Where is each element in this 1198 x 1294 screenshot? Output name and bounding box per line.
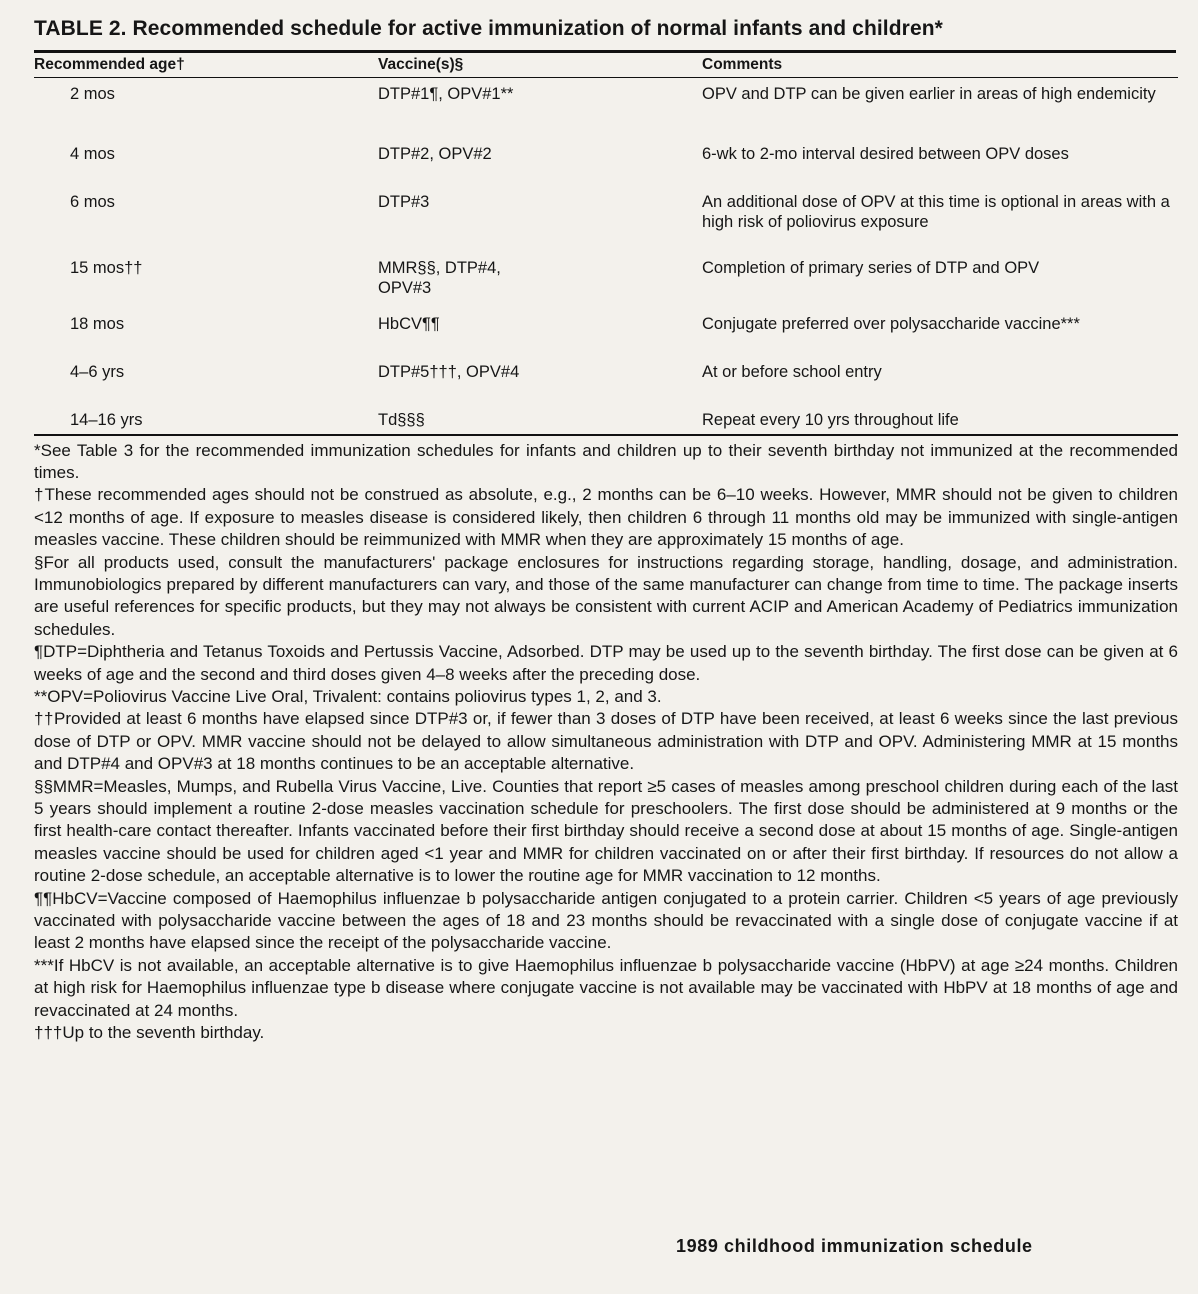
table-row	[34, 362, 1178, 410]
footnote: †††Up to the seventh birthday.	[34, 1023, 265, 1043]
vaccine-cell: HbCV¶¶	[378, 314, 440, 333]
table-row	[34, 78, 1178, 144]
table-header-row	[34, 53, 1178, 78]
footnote: **OPV=Poliovirus Vaccine Live Oral, Trivalent: contains poliovirus types 1, 2, and 3.	[34, 686, 662, 706]
footnote: ¶¶HbCV=Vaccine composed of Haemophilus influenzae b polysaccharide antigen conjugated to a protein carrier. Children <5 years of age previously vaccinated with polysaccharide vaccine between the ages of 18 and 23 months should be revaccinated with a single dose of conjugate vaccine if at least 2 months have elapsed since the receipt of the polysaccharide vaccine.	[34, 888, 1178, 953]
table-row	[34, 192, 1178, 258]
age-cell: 4 mos	[70, 144, 115, 163]
footnote: §§MMR=Measles, Mumps, and Rubella Virus Vaccine, Live. Counties that report ≥5 cases of measles among preschool children during each of the last 5 years should implement a routine 2-dose measles vaccination schedule for preschoolers. The first dose should be administered at 9 months or the first health-care contact thereafter. Infants vaccinated before their first birthday should receive a second dose at about 15 months of age. Single-antigen measles vaccine should be used for children aged <1 year and MMR for children vaccinated on or after their first birthday. If resources do not allow a routine 2-dose schedule, an acceptable alternative is to lower the routine age for MMR vaccination to 12 months.	[34, 776, 1178, 886]
age-cell: 4–6 yrs	[70, 362, 125, 381]
vaccine-cell: DTP#3	[378, 192, 430, 211]
vaccine-cell: MMR§§, DTP#4, OPV#3	[378, 258, 501, 297]
schedule-table	[34, 53, 1178, 434]
vaccine-cell: DTP#2, OPV#2	[378, 144, 492, 163]
column-header-age: Recommended age†	[34, 53, 378, 78]
age-cell: 14–16 yrs	[70, 410, 143, 429]
footnote: ***If HbCV is not available, an acceptable alternative is to give Haemophilus influenzae b polysaccharide vaccine (HbPV) at age ≥24 months. Children at high risk for Haemophilus influenzae type b disease where conjugate vaccine is not available may be vaccinated with HbPV at 18 months of age and revaccinated at 24 months.	[34, 955, 1178, 1020]
comment-cell: Completion of primary series of DTP and OPV	[702, 258, 1040, 277]
age-cell: 6 mos	[70, 192, 115, 211]
comment-cell: OPV and DTP can be given earlier in areas of high endemicity	[702, 85, 1156, 103]
vaccine-cell: DTP#5†††, OPV#4	[378, 362, 520, 381]
footnotes	[34, 440, 1178, 1045]
footnote: †These recommended ages should not be construed as absolute, e.g., 2 months can be 6–10 weeks. However, MMR should not be given to children <12 months of age. If exposure to measles disease is considered likely, then children 6 through 11 months old may be immunized with single-antigen measles vaccine. These children should be reimmunized with MMR when they are approximately 15 months of age.	[34, 485, 1178, 550]
comment-cell: An additional dose of OPV at this time is optional in areas with a high risk of poliovirus exposure	[702, 192, 1170, 231]
comment-cell: 6-wk to 2-mo interval desired between OPV doses	[702, 144, 1069, 163]
age-cell: 2 mos	[70, 85, 115, 103]
footnote: ††Provided at least 6 months have elapsed since DTP#3 or, if fewer than 3 doses of DTP have been received, at least 6 weeks since the last previous dose of DTP or OPV. MMR vaccine should not be delayed to allow simultaneous administration with DTP and OPV. Administering MMR at 15 months and DTP#4 and OPV#3 at 18 months continues to be an acceptable alternative.	[34, 709, 1178, 774]
comment-cell: Conjugate preferred over polysaccharide vaccine***	[702, 314, 1080, 333]
footnote: *See Table 3 for the recommended immunization schedules for infants and children up to their seventh birthday not immunized at the recommended times.	[34, 440, 1178, 482]
figure-caption: 1989 childhood immunization schedule	[676, 1236, 1033, 1256]
table-row	[34, 258, 1178, 314]
footnote: §For all products used, consult the manufacturers' package enclosures for instructions regarding storage, handling, dosage, and administration. Immunobiologics prepared by different manufacturers can vary, and those of the same manufacturer can change from time to time. The package inserts are useful references for specific products, but they may not always be consistent with current ACIP and American Academy of Pediatrics immunization schedules.	[34, 552, 1178, 639]
vaccine-cell: DTP#1¶, OPV#1**	[378, 85, 514, 103]
table-row	[34, 314, 1178, 362]
comment-cell: Repeat every 10 yrs throughout life	[702, 410, 959, 429]
footnote: ¶DTP=Diphtheria and Tetanus Toxoids and Pertussis Vaccine, Adsorbed. DTP may be used up to the seventh birthday. The first dose can be given at 6 weeks of age and the second and third doses given 4–8 weeks after the preceding dose.	[34, 642, 1178, 684]
table-row	[34, 144, 1178, 192]
column-header-vaccines: Vaccine(s)§	[378, 53, 702, 78]
table-title: TABLE 2. Recommended schedule for active immunization of normal infants and children*	[34, 17, 943, 40]
age-cell: 15 mos††	[70, 258, 143, 277]
column-header-comments: Comments	[702, 53, 1178, 78]
table-bottom-rule	[34, 434, 1178, 436]
vaccine-cell: Td§§§	[378, 410, 425, 429]
age-cell: 18 mos	[70, 314, 125, 333]
table-row	[34, 410, 1178, 434]
comment-cell: At or before school entry	[702, 362, 882, 381]
